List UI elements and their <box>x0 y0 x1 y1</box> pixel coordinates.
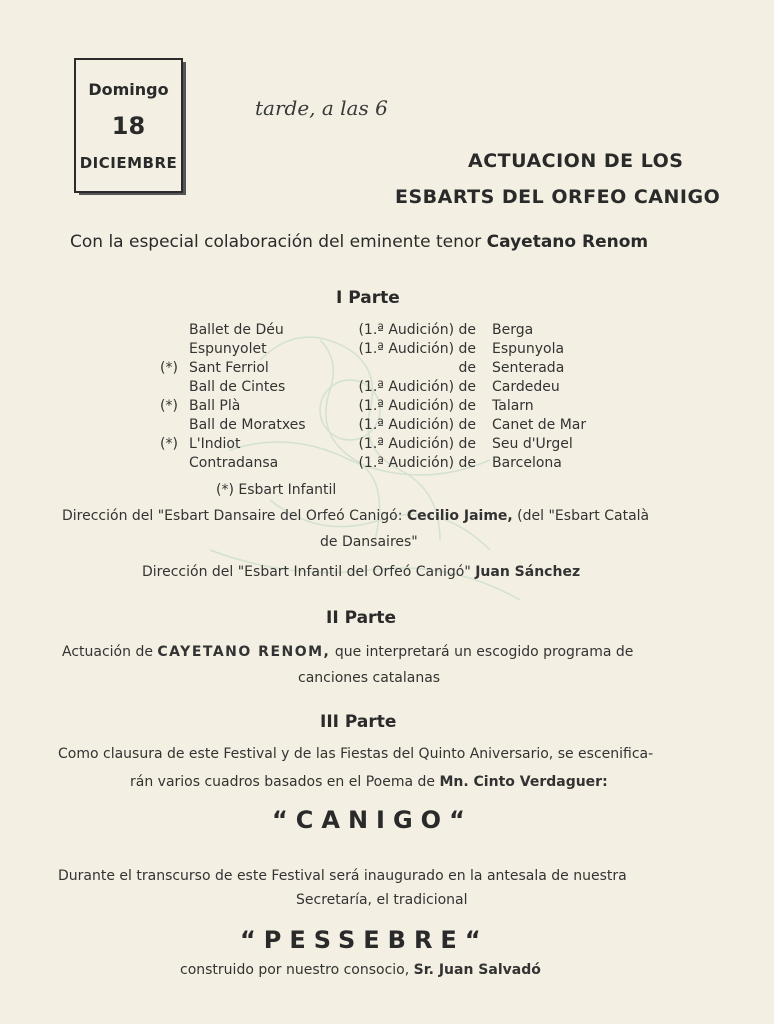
program-dance: Sant Ferriol <box>189 360 269 376</box>
part2-text-b: que interpretará un escogido programa de <box>330 644 634 660</box>
direction2 <box>142 564 580 580</box>
program-audicion: (1.ª Audición) de <box>358 417 476 433</box>
part3-text: rán varios cuadros basados en el Poema de <box>130 774 440 790</box>
subtitle <box>70 232 648 252</box>
program-mark: (*) <box>160 398 178 414</box>
part2-text-a: Actuación de <box>62 644 158 660</box>
program-origin: Seu d'Urgel <box>492 436 573 452</box>
direction1-text-b: (del "Esbart Català <box>512 508 650 524</box>
program-footnote: (*) Esbart Infantil <box>216 482 337 498</box>
program-origin: Talarn <box>492 398 534 414</box>
part2-performer-name: CAYETANO RENOM, <box>157 644 331 660</box>
program-dance: Ballet de Déu <box>189 322 284 338</box>
part3-heading: III Parte <box>320 712 397 732</box>
program-origin: Barcelona <box>492 455 562 471</box>
program-dance: Ball Plà <box>189 398 241 414</box>
closing-line1: Durante el transcurso de este Festival será inaugurado en la antesala de nuestra <box>58 868 627 884</box>
program-mark: (*) <box>160 360 178 376</box>
program-origin: Canet de Mar <box>492 417 587 433</box>
program-audicion: (1.ª Audición) de <box>358 379 476 395</box>
date-weekday: Domingo <box>88 80 169 99</box>
direction1-name: Cecilio Jaime, <box>406 508 513 524</box>
direction1-text-a: Dirección del "Esbart Dansaire del Orfeó Canigó: <box>62 508 407 524</box>
part3-poet-name: Mn. Cinto Verdaguer: <box>439 774 608 790</box>
direction1-line2: de Dansaires" <box>320 534 418 550</box>
direction2-text: Dirección del "Esbart Infantil del Orfeó Canigó" <box>142 564 476 580</box>
event-time: tarde, a las 6 <box>255 96 388 120</box>
closing-builder-name: Sr. Juan Salvadó <box>413 962 541 978</box>
program-dance: Ball de Moratxes <box>189 417 306 433</box>
program-origin: Berga <box>492 322 534 338</box>
date-day: 18 <box>111 112 146 140</box>
program-audicion: (1.ª Audición) de <box>358 398 476 414</box>
part2-heading: II Parte <box>326 608 397 628</box>
part2-line1 <box>62 644 633 660</box>
part3-line1: Como clausura de este Festival y de las Fiestas del Quinto Aniversario, se escenifica- <box>58 746 654 762</box>
date-month: DICIEMBRE <box>79 154 178 172</box>
closing-line3 <box>180 962 541 978</box>
title-line2: ESBARTS DEL ORFEO CANIGO <box>395 186 721 208</box>
subtitle-text: Con la especial colaboración del eminente tenor <box>70 232 487 252</box>
direction2-name: Juan Sánchez <box>475 564 581 580</box>
closing-line2: Secretaría, el tradicional <box>296 892 468 908</box>
direction1-line1 <box>62 508 649 524</box>
program-audicion: de <box>458 360 476 376</box>
program-dance: L'Indiot <box>189 436 241 452</box>
program-mark: (*) <box>160 436 178 452</box>
canigo-title: “CANIGO“ <box>272 806 473 834</box>
closing-line3-text: construido por nuestro consocio, <box>180 962 414 978</box>
program-dance: Espunyolet <box>189 341 267 357</box>
title-line1: ACTUACION DE LOS <box>468 150 684 172</box>
program-dance: Ball de Cintes <box>189 379 286 395</box>
program-audicion: (1.ª Audición) de <box>358 322 476 338</box>
program-dance: Contradansa <box>189 455 279 471</box>
program-origin: Cardedeu <box>492 379 560 395</box>
part1-heading: I Parte <box>336 288 400 308</box>
date-box <box>74 58 183 193</box>
program-audicion: (1.ª Audición) de <box>358 341 476 357</box>
part3-line2 <box>130 774 608 790</box>
program-audicion: (1.ª Audición) de <box>358 455 476 471</box>
pessebre-title: “PESSEBRE“ <box>240 926 489 954</box>
part2-line2: canciones catalanas <box>298 670 441 686</box>
program-origin: Espunyola <box>492 341 565 357</box>
program-audicion: (1.ª Audición) de <box>358 436 476 452</box>
subtitle-tenor-name: Cayetano Renom <box>486 232 649 252</box>
program-origin: Senterada <box>492 360 565 376</box>
